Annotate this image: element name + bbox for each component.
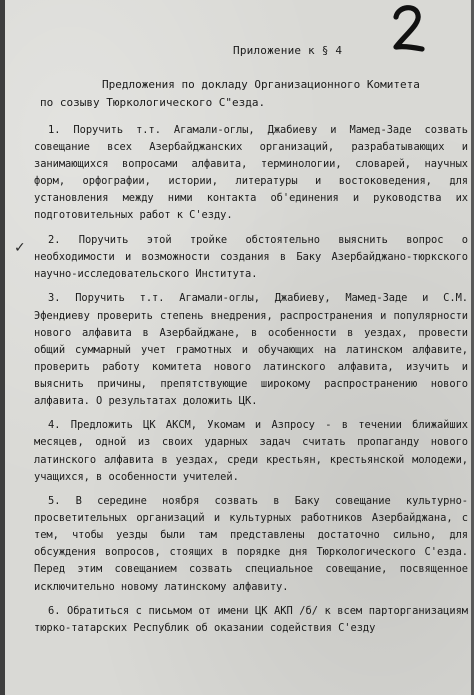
scan-edge-left	[0, 0, 5, 695]
proposal-body	[34, 122, 468, 644]
paragraph-2: 2. Поручить этой тройке обстоятельно выяснить вопрос о необходимости и возможности создания в Баку Азербайджано-тюркского научно-исследовательского Института.	[34, 233, 468, 281]
paragraph-3: 3. Поручить т.т. Агамали-оглы, Джабиеву, Мамед-Заде и С.М. Эфендиеву проверить степень внедрения, распространения и популярности нового алфавита в Азербайджане, в особенности в уездах, провести общий суммарный учет грамотных и обучающих на латинском алфавите, проверить работу комитета нового латинского алфавита, изучить и выяснить причины, препятствующие широкому распространению нового алфавита. О результатах доложить ЦК.	[34, 292, 468, 407]
title-line-1: Предложения по докладу Организационного Комитета	[102, 78, 420, 91]
handwritten-page-number	[388, 2, 428, 56]
paragraph-6: 6. Обратиться с письмом от имени ЦК АКП /б/ к всем парторганизациям тюрко-татарских Республик об оказании содействия С'езду	[34, 604, 468, 635]
proposal-title	[40, 76, 460, 112]
margin-checkmark: ✓	[14, 240, 26, 256]
paragraph-4: 4. Предложить ЦК АКСМ, Укомам и Азпросу - в течении ближайших месяцев, одной из своих ударных задач считать пропаганду нового латинского алфавита в уездах, среди крестьян, крестьянской молодежи, учащихся, в особенности учителей.	[34, 419, 468, 483]
paragraph-1: 1. Поручить т.т. Агамали-оглы, Джабиеву и Мамед-Заде созвать совещание всех Азербайджанских организаций, разрабатывающих и занимающихся вопросами алфавита, терминологии, словарей, научных форм, орфографии, истории, литературы и востоковедения, для установления между ними контакта об'единения и руководства их подготовительных работ к С'езду.	[34, 124, 468, 222]
appendix-label: Приложение к § 4	[233, 44, 343, 57]
paragraph-5: 5. В середине ноября созвать в Баку совещание культурно-просветительных организаций и культурных работников Азербайджана, с тем, чтобы уезды были там представлены достаточно сильно, для обсуждения вопросов, стоящих в порядке дня Тюркологического С'езда. Перед этим совещанием созвать специальное совещание, посвященное исключительно новому латинскому алфавиту.	[34, 495, 468, 593]
title-line-2: по созыву Тюркологического С"езда.	[40, 96, 266, 109]
